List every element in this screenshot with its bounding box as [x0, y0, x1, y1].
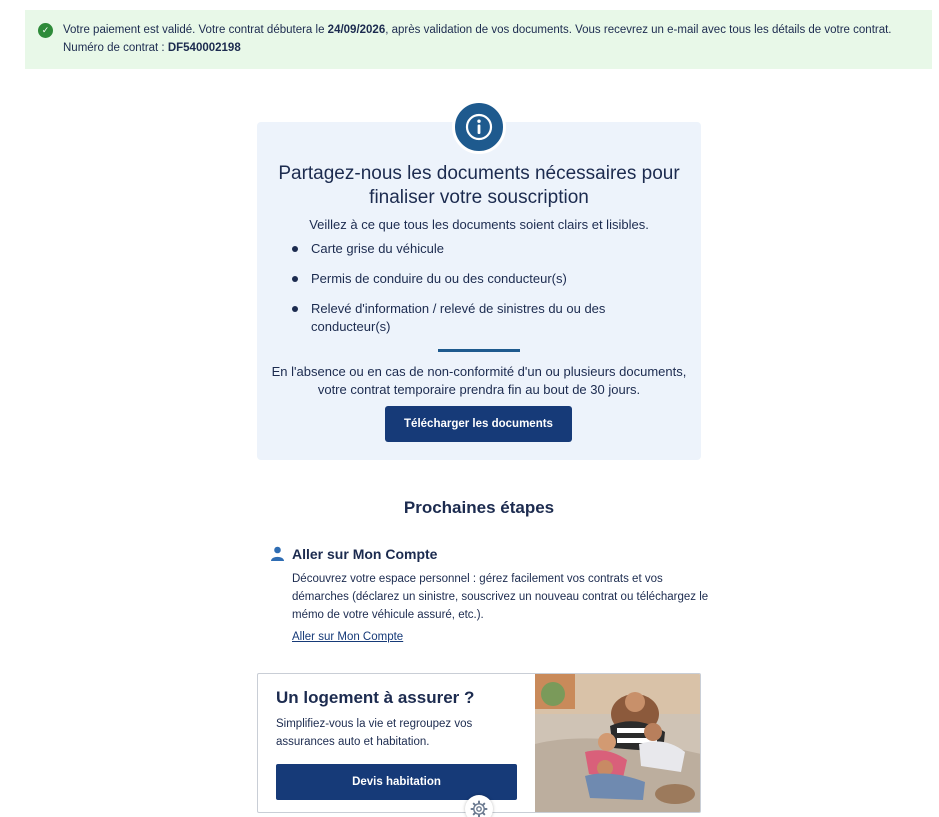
banner-text-end: , après validation de vos documents. Vous recevrez un e-mail avec tous les détails de votre contrat. Numéro de contrat :: [63, 24, 892, 54]
home-quote-button[interactable]: Devis habitation: [276, 764, 517, 800]
documents-subtitle: Veillez à ce que tous les documents soient clairs et lisibles.: [309, 217, 649, 232]
housing-promo-card: [257, 673, 701, 813]
family-photo: [535, 674, 701, 813]
documents-list: [291, 240, 671, 348]
download-documents-button[interactable]: Télécharger les documents: [385, 406, 572, 442]
contract-start-date: 24/09/2026: [327, 24, 386, 36]
gear-icon[interactable]: [465, 795, 493, 817]
user-icon: [270, 546, 285, 561]
housing-description: Simplifiez-vous la vie et regroupez vos assurances auto et habitation.: [276, 718, 473, 748]
banner-text-start: Votre paiement est validé. Votre contrat débutera le: [63, 24, 328, 36]
account-description: Découvrez votre espace personnel : gérez facilement vos contrats et vos démarches (déclarez un sinistre, souscrivez un nouveau contrat ou téléchargez le mémo de votre véhicule assuré, etc.).: [292, 573, 709, 621]
divider: [438, 349, 520, 352]
next-steps-title: Prochaines étapes: [403, 498, 555, 517]
documents-card: [257, 122, 701, 460]
list-item: Relevé d'information / relevé de sinistres du ou des conducteur(s): [291, 300, 671, 336]
info-icon: [452, 100, 506, 154]
housing-title: Un logement à assurer ?: [276, 688, 475, 707]
list-item: Carte grise du véhicule: [291, 240, 671, 258]
check-circle-icon: ✓: [38, 23, 53, 38]
documents-title: Partagez-nous les documents nécessaires pour finaliser votre souscription: [278, 163, 680, 208]
payment-success-banner: [25, 10, 932, 69]
list-item: Permis de conduire du ou des conducteur(s): [291, 270, 671, 288]
contract-number: DF540002198: [167, 42, 241, 54]
go-to-account-link[interactable]: Aller sur Mon Compte: [292, 631, 404, 643]
documents-note: En l'absence ou en cas de non-conformité d'un ou plusieurs documents, votre contrat temporaire prendra fin au bout de 30 jours.: [271, 364, 687, 397]
account-title: Aller sur Mon Compte: [292, 546, 438, 562]
